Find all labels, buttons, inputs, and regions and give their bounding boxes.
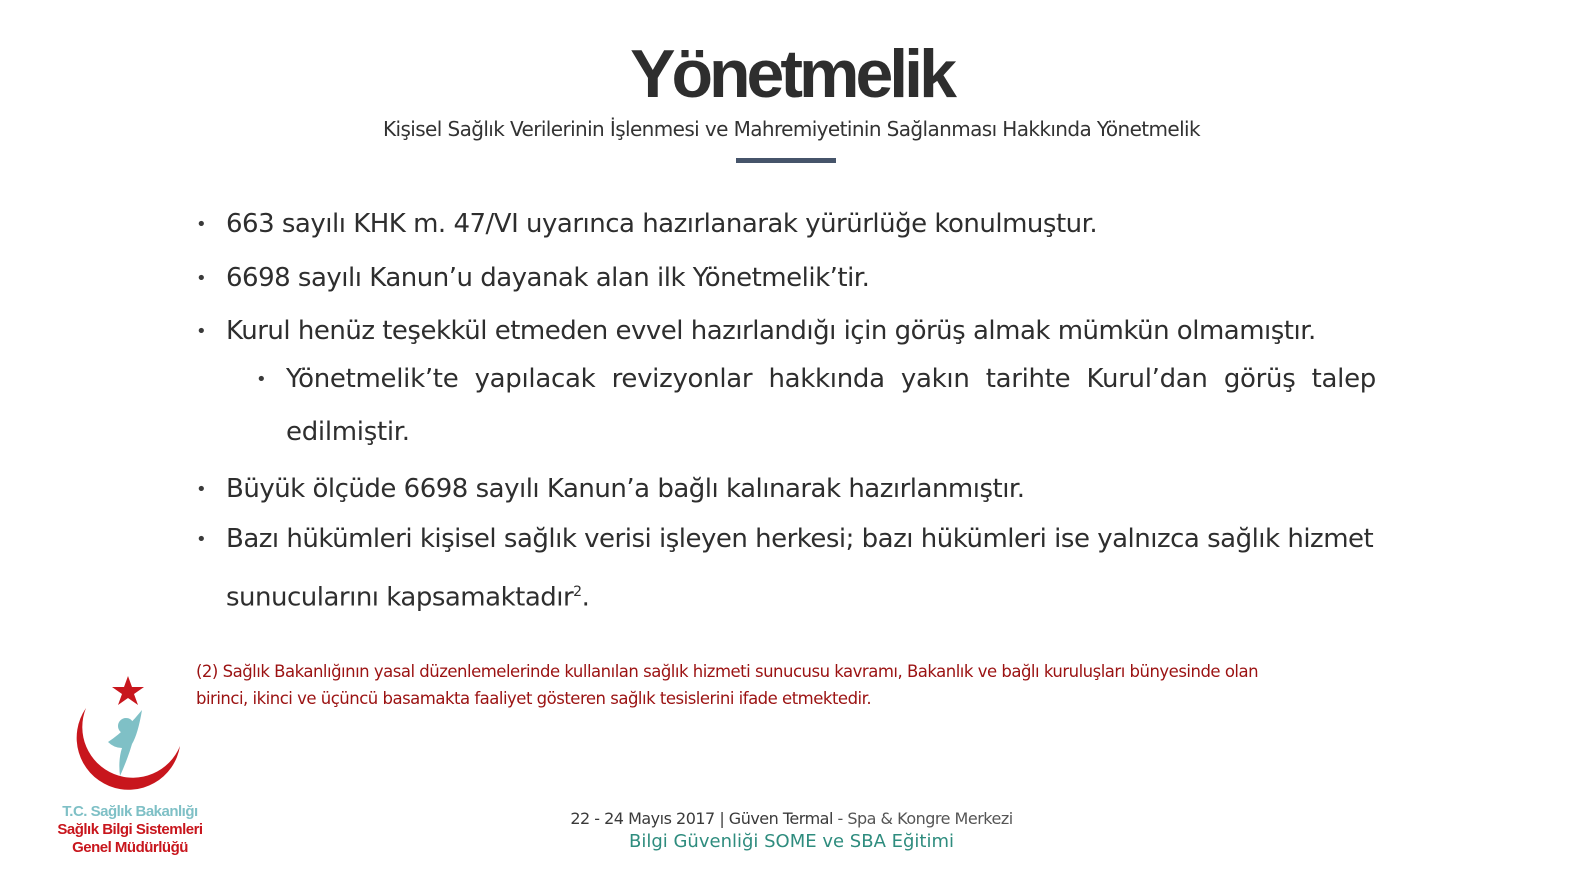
- footnote-reference: 2: [573, 584, 582, 600]
- sub-bullet-text: Yönetmelik’te yapılacak revizyonlar hakkında yakın tarihte Kurul’dan görüş talep edilmiştir.: [286, 364, 1376, 447]
- bullet-text: Kurul henüz teşekkül etmeden evvel hazırlandığı için görüş almak mümkün olmamıştır.: [226, 316, 1316, 346]
- crescent-star-icon: [48, 672, 208, 802]
- bullet-item: [196, 463, 1376, 513]
- bullet-marker: •: [196, 268, 207, 289]
- bullet-marker: •: [256, 369, 267, 390]
- bullet-list: [196, 198, 1376, 625]
- logo-line-directorate: Genel Müdürlüğü: [72, 839, 188, 856]
- sub-bullet-item: [196, 353, 1376, 463]
- bullet-item: [196, 305, 1376, 353]
- slide-title: Yönetmelik: [630, 36, 953, 112]
- bullet-item: • Bazı hükümleri kişisel sağlık verisi işleyen herkesi; bazı hükümleri ise yalnızca sağlık hizmet sunucularını kapsamaktadır$^2$.: [196, 513, 1376, 625]
- slide-subtitle: Kişisel Sağlık Verilerinin İşlenmesi ve Mahremiyetinin Sağlanması Hakkında Yönetmelik: [382, 117, 1200, 141]
- event-venue: Güven Termal: [728, 809, 833, 828]
- bullet-marker: •: [196, 214, 207, 235]
- bullet-text: Bazı hükümleri kişisel sağlık verisi işleyen herkesi; bazı hükümleri ise yalnızca sağlık hizmet sunucularını kapsamaktadır: [226, 524, 1374, 613]
- event-info: [0, 808, 1583, 830]
- logo-line-ministry: T.C. Sağlık Bakanlığı: [62, 803, 198, 820]
- footnote: (2) Sağlık Bakanlığının yasal düzenlemelerinde kullanılan sağlık hizmeti sunucusu kavramı, Bakanlık ve bağlı kuruluşları bünyesinde olan birinci, ikinci ve üçüncü basamakta faaliyet gösteren sağlık tesislerini ifade etmektedir.: [196, 662, 1259, 708]
- bullet-item: [196, 252, 1376, 305]
- bullet-marker: •: [196, 321, 207, 342]
- bullet-item: [196, 198, 1376, 252]
- training-title: Bilgi Güvenliği SOME ve SBA Eğitimi: [628, 831, 954, 852]
- event-date: 22 - 24 Mayıs 2017: [570, 809, 715, 828]
- logo-line-department: Sağlık Bilgi Sistemleri: [57, 821, 203, 838]
- bullet-text: Büyük ölçüde 6698 sayılı Kanun’a bağlı kalınarak hazırlanmıştır.: [226, 474, 1025, 504]
- title-divider: [736, 158, 836, 163]
- bullet-marker: •: [196, 479, 207, 500]
- event-venue-sub: - Spa & Kongre Merkezi: [832, 809, 1013, 828]
- bullet-text: 663 sayılı KHK m. 47/VI uyarınca hazırlanarak yürürlüğe konulmuştur.: [226, 209, 1098, 239]
- bullet-marker: •: [196, 529, 207, 550]
- bullet-text: 6698 sayılı Kanun’u dayanak alan ilk Yönetmelik’tir.: [226, 263, 870, 293]
- event-separator: |: [714, 809, 729, 828]
